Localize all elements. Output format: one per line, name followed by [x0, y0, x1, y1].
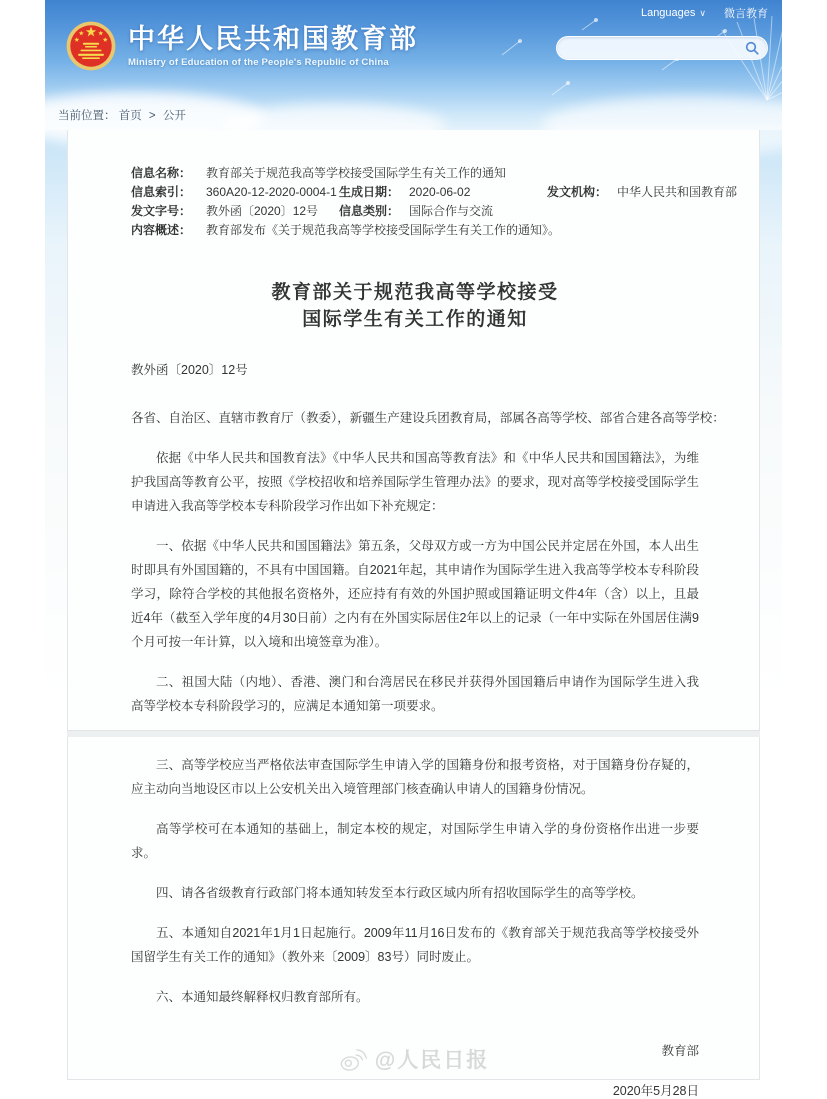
watermark-text: @人民日报	[374, 1049, 490, 1072]
watermark	[338, 1044, 489, 1074]
paragraph: 高等学校可在本通知的基础上，制定本校的规定，对国际学生申请入学的身份资格作出进一步要求。	[131, 822, 699, 860]
page	[45, 0, 782, 1098]
addressee-line: 各省、自治区、直辖市教育厅（教委），新疆生产建设兵团教育局，部属各高等学校、部省合建各高等学校：	[131, 411, 725, 425]
breadcrumb-prefix: 当前位置：	[58, 110, 116, 122]
meta-index-label: 信息索引：	[131, 185, 192, 199]
meta-table	[131, 164, 738, 240]
meta-summary-value: 教育部发布《关于规范我高等学校接受国际学生有关工作的通知》。	[206, 223, 561, 237]
breadcrumb	[58, 107, 186, 123]
document-number: 教外函〔2020〕12号	[131, 363, 248, 377]
document-card	[67, 130, 760, 1098]
paragraph: 依据《中华人民共和国教育法》《中华人民共和国高等教育法》和《中华人民共和国国籍法》，为维护我国高等教育公平，按照《学校招收和培养国际学生管理办法》的要求，现对高等学校接受国际学生申请进入我高等学校本专科阶段学习作出如下补充规定：	[131, 451, 699, 513]
meta-name-label: 信息名称：	[131, 166, 192, 180]
breadcrumb-section[interactable]: 公开	[162, 110, 186, 122]
breadcrumb-separator: >	[148, 110, 156, 122]
meta-category-label: 信息类别：	[339, 204, 400, 218]
ministry-brand[interactable]	[65, 20, 418, 72]
brand-text	[128, 24, 418, 68]
paragraph: 五、本通知自2021年1月1日起施行。2009年11月16日发布的《教育部关于规范我高等学校接受外国留学生有关工作的通知》（教外来〔2009〕83号）同时废止。	[131, 926, 699, 964]
paragraph: 三、高等学校应当严格依法审查国际学生申请入学的国籍身份和报考资格，对于国籍身份存疑的，应主动向当地设区市以上公安机关出入境管理部门核查确认申请人的国籍身份情况。	[131, 758, 699, 796]
meta-agency-value: 中华人民共和国教育部	[617, 185, 738, 199]
paragraph: 二、祖国大陆（内地）、香港、澳门和台湾居民在移民并获得外国国籍后申请作为国际学生进入我高等学校本专科阶段学习的，应满足本通知第一项要求。	[131, 675, 699, 713]
meta-date-value: 2020-06-02	[409, 185, 471, 199]
search-box[interactable]	[556, 36, 768, 60]
meta-date-label: 生成日期：	[339, 185, 400, 199]
document-title	[131, 279, 699, 333]
meta-summary-label: 内容概述：	[131, 223, 192, 237]
paragraphs-bottom	[131, 753, 699, 1009]
signature: 教育部	[661, 1044, 699, 1058]
chevron-down-icon: ∨	[699, 7, 706, 18]
signature-date: 2020年5月28日	[612, 1084, 699, 1098]
header-topbar	[641, 5, 768, 21]
meta-docno-label: 发文字号：	[131, 204, 192, 218]
paragraphs-top	[131, 446, 699, 718]
meta-index-value: 360A20-12-2020-0004-1	[206, 185, 337, 199]
meta-docno-value: 教外函〔2020〕12号	[206, 204, 319, 218]
languages-label: Languages	[640, 7, 696, 19]
national-emblem-icon	[65, 20, 117, 72]
document-title-line1: 教育部关于规范我高等学校接受	[271, 282, 559, 303]
site-title: 中华人民共和国教育部	[128, 24, 418, 54]
paragraph: 六、本通知最终解释权归教育部所有。	[156, 990, 369, 1004]
weibo-icon	[336, 1044, 369, 1074]
breadcrumb-home[interactable]: 首页	[118, 110, 142, 122]
meta-agency-label: 发文机构：	[547, 185, 608, 199]
search-input[interactable]	[569, 38, 744, 58]
paragraph: 一、依据《中华人民共和国国籍法》第五条，父母双方或一方为中国公民并定居在外国，本人出生时即具有外国国籍的，不具有中国国籍。自2021年起，其申请作为国际学生进入我高等学校本专科阶段学习，除符合学校的其他报名资格外，还应持有有效的外国护照或国籍证明文件4年（含）以上，且最近4年（截至入学年度的4月30日前）之内有在外国实际居住2年以上的记录（一年中实际在外国居住满9个月可按一年计算，以入境和出境签章为准）。	[131, 539, 699, 649]
document-title-line2: 国际学生有关工作的通知	[302, 309, 528, 330]
search-icon[interactable]	[744, 40, 760, 56]
meta-category-value: 国际合作与交流	[409, 204, 494, 218]
meta-name-value: 教育部关于规范我高等学校接受国际学生有关工作的通知	[206, 166, 507, 180]
paragraph: 四、请各省级教育行政部门将本通知转发至本行政区域内所有招收国际学生的高等学校。	[156, 886, 644, 900]
content-background	[45, 130, 782, 1098]
site-header	[45, 0, 782, 130]
languages-menu[interactable]	[641, 7, 706, 19]
stitch-seam	[67, 730, 760, 737]
site-subtitle: Ministry of Education of the People's Republic of China	[128, 57, 389, 68]
weiyan-education-link[interactable]: 微言教育	[724, 8, 768, 20]
